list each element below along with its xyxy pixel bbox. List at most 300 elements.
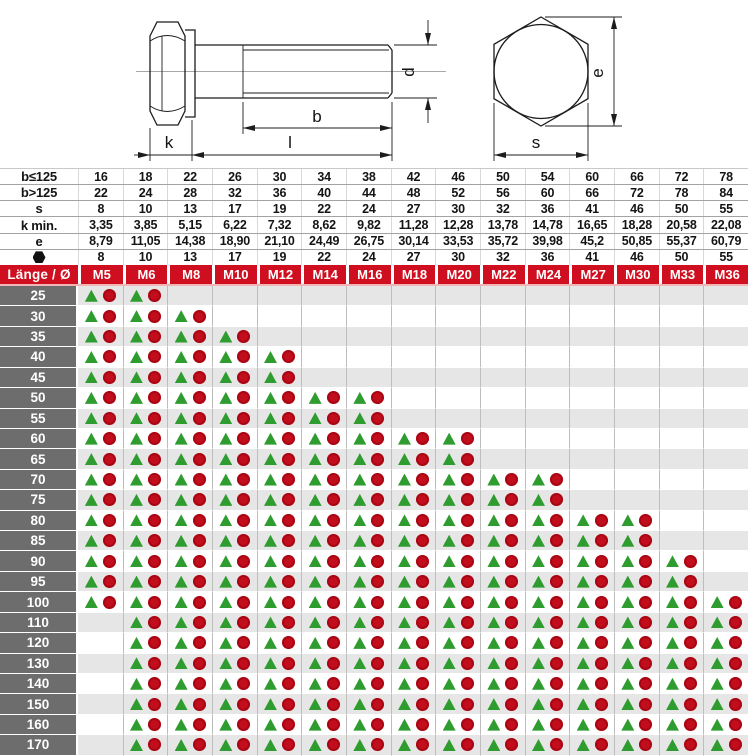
dim-value-cell: 50 bbox=[659, 201, 704, 216]
red-circle-icon bbox=[193, 555, 206, 568]
red-circle-icon bbox=[103, 289, 116, 302]
green-triangle-icon bbox=[130, 514, 143, 526]
availability-cell bbox=[78, 531, 123, 551]
availability-cell bbox=[480, 409, 525, 429]
availability-cell bbox=[78, 470, 123, 490]
dim-value-cell: 60,79 bbox=[703, 234, 748, 249]
red-circle-icon bbox=[371, 493, 384, 506]
red-circle-icon bbox=[416, 616, 429, 629]
red-circle-icon bbox=[237, 514, 250, 527]
green-triangle-icon bbox=[353, 494, 366, 506]
red-circle-icon bbox=[193, 453, 206, 466]
availability-cell bbox=[703, 694, 748, 714]
red-circle-icon bbox=[505, 514, 518, 527]
red-circle-icon bbox=[148, 412, 161, 425]
dim-value-cell: 40 bbox=[301, 185, 346, 200]
matrix-row bbox=[0, 409, 748, 429]
red-circle-icon bbox=[148, 698, 161, 711]
availability-cell bbox=[569, 735, 614, 755]
availability-cell bbox=[569, 592, 614, 612]
availability-cell bbox=[703, 551, 748, 571]
availability-cell bbox=[78, 388, 123, 408]
green-triangle-icon bbox=[398, 555, 411, 567]
length-row-label: 120 bbox=[0, 633, 78, 653]
red-circle-icon bbox=[416, 555, 429, 568]
red-circle-icon bbox=[416, 453, 429, 466]
dim-value-cell: 55,37 bbox=[659, 234, 704, 249]
length-row-label: 90 bbox=[0, 551, 78, 571]
availability-cell bbox=[480, 694, 525, 714]
green-triangle-icon bbox=[130, 290, 143, 302]
availability-cell bbox=[435, 694, 480, 714]
green-triangle-icon bbox=[398, 514, 411, 526]
red-circle-icon bbox=[684, 677, 697, 690]
availability-cell bbox=[614, 511, 659, 531]
availability-cell bbox=[435, 429, 480, 449]
green-triangle-icon bbox=[175, 596, 188, 608]
dim-value-cell: 9,82 bbox=[346, 217, 391, 232]
red-circle-icon bbox=[282, 473, 295, 486]
red-circle-icon bbox=[193, 596, 206, 609]
green-triangle-icon bbox=[621, 698, 634, 710]
green-triangle-icon bbox=[309, 576, 322, 588]
red-circle-icon bbox=[237, 412, 250, 425]
green-triangle-icon bbox=[443, 739, 456, 751]
red-circle-icon bbox=[237, 738, 250, 751]
availability-cell bbox=[391, 654, 436, 674]
availability-cell bbox=[123, 511, 168, 531]
availability-cell bbox=[78, 368, 123, 388]
red-circle-icon bbox=[684, 575, 697, 588]
green-triangle-icon bbox=[175, 310, 188, 322]
availability-cell bbox=[78, 449, 123, 469]
dimension-d-label: d bbox=[399, 67, 418, 77]
green-triangle-icon bbox=[487, 494, 500, 506]
dim-value-cell: 16,65 bbox=[569, 217, 614, 232]
availability-cell bbox=[212, 551, 257, 571]
red-circle-icon bbox=[684, 636, 697, 649]
availability-cell bbox=[480, 306, 525, 326]
dim-table-row bbox=[0, 249, 748, 265]
availability-cell bbox=[346, 735, 391, 755]
green-triangle-icon bbox=[264, 474, 277, 486]
red-circle-icon bbox=[282, 350, 295, 363]
green-triangle-icon bbox=[309, 474, 322, 486]
availability-cell bbox=[525, 715, 570, 735]
availability-cell bbox=[346, 286, 391, 306]
availability-cell bbox=[569, 409, 614, 429]
red-circle-icon bbox=[595, 698, 608, 711]
availability-cell bbox=[614, 327, 659, 347]
green-triangle-icon bbox=[398, 616, 411, 628]
green-triangle-icon bbox=[264, 433, 277, 445]
length-row-label: 70 bbox=[0, 470, 78, 490]
red-circle-icon bbox=[461, 698, 474, 711]
dim-value-cell: 10 bbox=[123, 250, 168, 265]
availability-cell bbox=[435, 449, 480, 469]
dimension-e bbox=[545, 17, 622, 126]
availability-cell bbox=[301, 633, 346, 653]
red-circle-icon bbox=[148, 738, 161, 751]
availability-cell bbox=[569, 429, 614, 449]
green-triangle-icon bbox=[621, 657, 634, 669]
green-triangle-icon bbox=[487, 719, 500, 731]
green-triangle-icon bbox=[353, 739, 366, 751]
availability-cell bbox=[435, 572, 480, 592]
red-circle-icon bbox=[148, 453, 161, 466]
red-circle-icon bbox=[103, 350, 116, 363]
availability-cell bbox=[346, 511, 391, 531]
red-circle-icon bbox=[148, 473, 161, 486]
matrix-row bbox=[0, 449, 748, 469]
length-row-label: 75 bbox=[0, 490, 78, 510]
availability-cell bbox=[435, 735, 480, 755]
matrix-row bbox=[0, 306, 748, 326]
red-circle-icon bbox=[595, 616, 608, 629]
availability-cell bbox=[391, 449, 436, 469]
dim-value-cell: 36 bbox=[525, 201, 570, 216]
green-triangle-icon bbox=[219, 576, 232, 588]
availability-matrix bbox=[0, 286, 748, 756]
red-circle-icon bbox=[461, 738, 474, 751]
availability-cell bbox=[614, 368, 659, 388]
green-triangle-icon bbox=[130, 310, 143, 322]
availability-cell bbox=[167, 592, 212, 612]
red-circle-icon bbox=[237, 657, 250, 670]
red-circle-icon bbox=[193, 698, 206, 711]
availability-cell bbox=[569, 470, 614, 490]
red-circle-icon bbox=[639, 738, 652, 751]
availability-cell bbox=[659, 306, 704, 326]
availability-cell bbox=[525, 449, 570, 469]
availability-cell bbox=[167, 449, 212, 469]
availability-cell bbox=[569, 511, 614, 531]
availability-cell bbox=[301, 347, 346, 367]
availability-cell bbox=[301, 368, 346, 388]
green-triangle-icon bbox=[353, 474, 366, 486]
dim-value-cell: 6,22 bbox=[212, 217, 257, 232]
red-circle-icon bbox=[148, 310, 161, 323]
dim-value-cell: 55 bbox=[703, 201, 748, 216]
availability-cell bbox=[569, 715, 614, 735]
green-triangle-icon bbox=[666, 637, 679, 649]
red-circle-icon bbox=[461, 534, 474, 547]
green-triangle-icon bbox=[130, 616, 143, 628]
red-circle-icon bbox=[371, 677, 384, 690]
dim-value-cell: 13 bbox=[167, 250, 212, 265]
red-circle-icon bbox=[550, 657, 563, 670]
red-circle-icon bbox=[550, 473, 563, 486]
red-circle-icon bbox=[639, 534, 652, 547]
dim-value-cell: 33,53 bbox=[435, 234, 480, 249]
red-circle-icon bbox=[595, 636, 608, 649]
matrix-row bbox=[0, 551, 748, 571]
red-circle-icon bbox=[416, 677, 429, 690]
green-triangle-icon bbox=[219, 616, 232, 628]
availability-cell bbox=[167, 388, 212, 408]
availability-cell bbox=[167, 490, 212, 510]
green-triangle-icon bbox=[264, 453, 277, 465]
dim-value-cell: 50 bbox=[480, 169, 525, 184]
red-circle-icon bbox=[550, 616, 563, 629]
availability-cell bbox=[480, 286, 525, 306]
availability-cell bbox=[123, 388, 168, 408]
dim-value-cell: 30 bbox=[257, 169, 302, 184]
availability-cell bbox=[480, 449, 525, 469]
availability-cell bbox=[212, 674, 257, 694]
matrix-row bbox=[0, 470, 748, 490]
green-triangle-icon bbox=[309, 616, 322, 628]
availability-cell bbox=[659, 735, 704, 755]
availability-cell bbox=[569, 674, 614, 694]
dimensions-table bbox=[0, 168, 748, 265]
green-triangle-icon bbox=[219, 433, 232, 445]
red-circle-icon bbox=[327, 555, 340, 568]
availability-cell bbox=[301, 572, 346, 592]
red-circle-icon bbox=[416, 698, 429, 711]
availability-cell bbox=[480, 531, 525, 551]
matrix-row bbox=[0, 388, 748, 408]
green-triangle-icon bbox=[532, 576, 545, 588]
availability-cell bbox=[525, 286, 570, 306]
dimension-l bbox=[192, 120, 392, 161]
availability-cell bbox=[346, 368, 391, 388]
length-row-label: 50 bbox=[0, 388, 78, 408]
green-triangle-icon bbox=[309, 698, 322, 710]
green-triangle-icon bbox=[175, 433, 188, 445]
red-circle-icon bbox=[237, 330, 250, 343]
dimension-e-label: e bbox=[588, 68, 607, 78]
red-circle-icon bbox=[193, 330, 206, 343]
red-circle-icon bbox=[103, 555, 116, 568]
dim-value-cell: 52 bbox=[435, 185, 480, 200]
green-triangle-icon bbox=[621, 739, 634, 751]
green-triangle-icon bbox=[532, 514, 545, 526]
green-triangle-icon bbox=[711, 616, 724, 628]
availability-cell bbox=[257, 368, 302, 388]
availability-cell bbox=[614, 306, 659, 326]
green-triangle-icon bbox=[577, 596, 590, 608]
red-circle-icon bbox=[103, 453, 116, 466]
red-circle-icon bbox=[461, 657, 474, 670]
availability-cell bbox=[659, 449, 704, 469]
green-triangle-icon bbox=[487, 555, 500, 567]
dim-value-cell: 22 bbox=[301, 201, 346, 216]
availability-cell bbox=[391, 715, 436, 735]
availability-cell bbox=[212, 409, 257, 429]
availability-cell bbox=[257, 347, 302, 367]
green-triangle-icon bbox=[532, 739, 545, 751]
dim-value-cell: 32 bbox=[480, 250, 525, 265]
green-triangle-icon bbox=[621, 555, 634, 567]
dim-table-row bbox=[0, 200, 748, 216]
availability-cell bbox=[659, 551, 704, 571]
availability-cell bbox=[78, 715, 123, 735]
red-circle-icon bbox=[193, 616, 206, 629]
availability-cell bbox=[480, 511, 525, 531]
length-row-label: 130 bbox=[0, 654, 78, 674]
size-column-header: M14 bbox=[301, 265, 346, 284]
availability-cell bbox=[257, 490, 302, 510]
green-triangle-icon bbox=[353, 678, 366, 690]
availability-cell bbox=[703, 531, 748, 551]
availability-cell bbox=[703, 306, 748, 326]
red-circle-icon bbox=[729, 596, 742, 609]
availability-cell bbox=[123, 368, 168, 388]
availability-cell bbox=[525, 490, 570, 510]
green-triangle-icon bbox=[175, 576, 188, 588]
availability-cell bbox=[391, 633, 436, 653]
red-circle-icon bbox=[327, 698, 340, 711]
availability-cell bbox=[703, 449, 748, 469]
red-circle-icon bbox=[282, 616, 295, 629]
availability-cell bbox=[167, 409, 212, 429]
matrix-row bbox=[0, 654, 748, 674]
green-triangle-icon bbox=[443, 698, 456, 710]
green-triangle-icon bbox=[309, 514, 322, 526]
green-triangle-icon bbox=[219, 514, 232, 526]
dim-value-cell: 32 bbox=[480, 201, 525, 216]
red-circle-icon bbox=[237, 493, 250, 506]
green-triangle-icon bbox=[532, 474, 545, 486]
green-triangle-icon bbox=[532, 657, 545, 669]
red-circle-icon bbox=[684, 738, 697, 751]
green-triangle-icon bbox=[666, 555, 679, 567]
dim-value-cell: 60 bbox=[525, 185, 570, 200]
dim-row-label: b≤125 bbox=[21, 169, 57, 185]
availability-cell bbox=[212, 306, 257, 326]
red-circle-icon bbox=[103, 493, 116, 506]
dim-value-cell: 8,62 bbox=[301, 217, 346, 232]
green-triangle-icon bbox=[577, 616, 590, 628]
length-row-label: 85 bbox=[0, 531, 78, 551]
red-circle-icon bbox=[193, 412, 206, 425]
dim-value-cell: 17 bbox=[212, 250, 257, 265]
red-circle-icon bbox=[505, 596, 518, 609]
red-circle-icon bbox=[505, 636, 518, 649]
availability-cell bbox=[301, 674, 346, 694]
dimension-k-label: k bbox=[164, 133, 174, 152]
red-circle-icon bbox=[327, 534, 340, 547]
availability-cell bbox=[123, 572, 168, 592]
red-circle-icon bbox=[103, 514, 116, 527]
availability-cell bbox=[167, 572, 212, 592]
green-triangle-icon bbox=[532, 616, 545, 628]
green-triangle-icon bbox=[621, 637, 634, 649]
size-column-header: M5 bbox=[78, 265, 123, 284]
green-triangle-icon bbox=[219, 371, 232, 383]
availability-cell bbox=[480, 470, 525, 490]
red-circle-icon bbox=[505, 718, 518, 731]
green-triangle-icon bbox=[175, 719, 188, 731]
availability-cell bbox=[480, 490, 525, 510]
matrix-row bbox=[0, 286, 748, 306]
green-triangle-icon bbox=[130, 739, 143, 751]
red-circle-icon bbox=[416, 596, 429, 609]
availability-cell bbox=[78, 286, 123, 306]
red-circle-icon bbox=[103, 473, 116, 486]
green-triangle-icon bbox=[85, 474, 98, 486]
availability-cell bbox=[212, 531, 257, 551]
red-circle-icon bbox=[505, 493, 518, 506]
red-circle-icon bbox=[193, 514, 206, 527]
red-circle-icon bbox=[237, 391, 250, 404]
red-circle-icon bbox=[505, 473, 518, 486]
green-triangle-icon bbox=[219, 453, 232, 465]
availability-cell bbox=[525, 551, 570, 571]
red-circle-icon bbox=[684, 718, 697, 731]
red-circle-icon bbox=[550, 596, 563, 609]
green-triangle-icon bbox=[264, 739, 277, 751]
length-row-label: 80 bbox=[0, 511, 78, 531]
red-circle-icon bbox=[282, 698, 295, 711]
availability-cell bbox=[123, 490, 168, 510]
availability-cell bbox=[167, 347, 212, 367]
availability-cell bbox=[525, 735, 570, 755]
green-triangle-icon bbox=[264, 555, 277, 567]
availability-cell bbox=[614, 470, 659, 490]
availability-cell bbox=[614, 715, 659, 735]
availability-cell bbox=[614, 694, 659, 714]
availability-cell bbox=[301, 327, 346, 347]
availability-cell bbox=[435, 490, 480, 510]
red-circle-icon bbox=[148, 677, 161, 690]
green-triangle-icon bbox=[130, 678, 143, 690]
dim-value-cell: 3,35 bbox=[78, 217, 123, 232]
green-triangle-icon bbox=[85, 392, 98, 404]
availability-cell bbox=[659, 654, 704, 674]
red-circle-icon bbox=[461, 473, 474, 486]
availability-cell bbox=[525, 633, 570, 653]
red-circle-icon bbox=[550, 493, 563, 506]
dim-value-cell: 18,90 bbox=[212, 234, 257, 249]
availability-cell bbox=[301, 654, 346, 674]
green-triangle-icon bbox=[443, 596, 456, 608]
green-triangle-icon bbox=[398, 453, 411, 465]
red-circle-icon bbox=[103, 391, 116, 404]
matrix-row bbox=[0, 674, 748, 694]
availability-cell bbox=[301, 531, 346, 551]
availability-cell bbox=[301, 694, 346, 714]
length-row-label: 35 bbox=[0, 327, 78, 347]
availability-cell bbox=[123, 654, 168, 674]
green-triangle-icon bbox=[577, 739, 590, 751]
red-circle-icon bbox=[282, 657, 295, 670]
red-circle-icon bbox=[193, 310, 206, 323]
green-triangle-icon bbox=[443, 657, 456, 669]
green-triangle-icon bbox=[309, 678, 322, 690]
dim-value-cell: 50,85 bbox=[614, 234, 659, 249]
availability-cell bbox=[167, 470, 212, 490]
red-circle-icon bbox=[148, 555, 161, 568]
availability-cell bbox=[435, 613, 480, 633]
green-triangle-icon bbox=[443, 637, 456, 649]
dim-value-cell: 24,49 bbox=[301, 234, 346, 249]
red-circle-icon bbox=[237, 616, 250, 629]
matrix-row bbox=[0, 511, 748, 531]
availability-cell bbox=[659, 429, 704, 449]
availability-cell bbox=[257, 613, 302, 633]
length-row-label: 45 bbox=[0, 368, 78, 388]
availability-cell bbox=[123, 286, 168, 306]
red-circle-icon bbox=[282, 453, 295, 466]
red-circle-icon bbox=[505, 738, 518, 751]
availability-cell bbox=[257, 654, 302, 674]
red-circle-icon bbox=[550, 738, 563, 751]
availability-cell bbox=[525, 694, 570, 714]
bolt-collar bbox=[185, 30, 195, 117]
dim-value-cell: 13 bbox=[167, 201, 212, 216]
